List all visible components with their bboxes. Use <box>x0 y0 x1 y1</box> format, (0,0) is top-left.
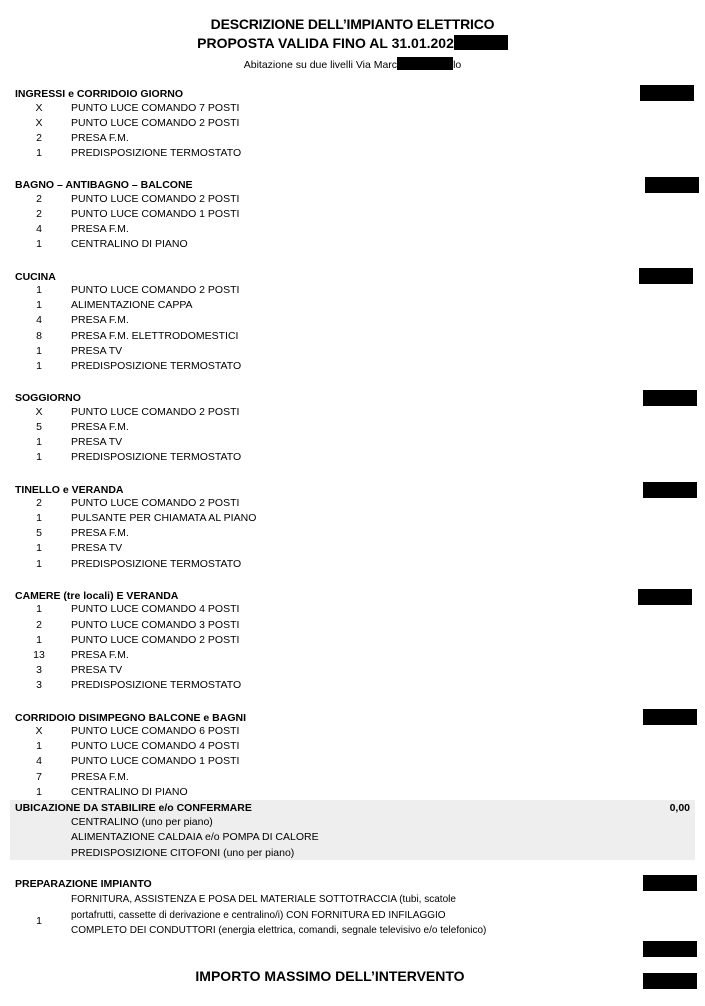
item-qty: 1 <box>36 147 42 159</box>
item-qty: 3 <box>36 679 42 691</box>
item-qty: 1 <box>36 634 42 646</box>
item-desc: PRESA TV <box>71 542 123 554</box>
redaction-bar <box>454 35 508 50</box>
item-desc: PRESA F.M. <box>71 132 129 144</box>
address-prefix: Abitazione su due livelli Via Marc <box>243 59 398 71</box>
item-desc: ALIMENTAZIONE CALDAIA e/o POMPA DI CALORE <box>71 831 319 843</box>
item-qty: 1 <box>36 512 42 524</box>
item-qty: X <box>35 102 43 114</box>
document-title: DESCRIZIONE DELL’IMPIANTO ELETTRICO <box>210 16 495 32</box>
item-desc: PREDISPOSIZIONE TERMOSTATO <box>71 360 242 372</box>
section-title: TINELLO e VERANDA <box>15 484 124 496</box>
item-desc: PRESA F.M. ELETTRODOMESTICI <box>71 330 239 342</box>
item-qty: 2 <box>36 193 42 205</box>
item-desc: PUNTO LUCE COMANDO 2 POSTI <box>71 117 240 129</box>
item-qty: 1 <box>36 360 42 372</box>
item-desc: PREDISPOSIZIONE CITOFONI (uno per piano) <box>71 847 295 859</box>
section-title: INGRESSI e CORRIDOIO GIORNO <box>15 88 184 100</box>
section-title: CORRIDOIO DISIMPEGNO BALCONE e BAGNI <box>15 712 247 724</box>
item-qty: 5 <box>36 527 42 539</box>
item-qty: 5 <box>36 421 42 433</box>
item-qty: 7 <box>36 771 42 783</box>
item-desc: PUNTO LUCE COMANDO 7 POSTI <box>71 102 240 114</box>
address-line <box>0 57 705 71</box>
item-desc: PRESA F.M. <box>71 223 129 235</box>
item-desc: PREDISPOSIZIONE TERMOSTATO <box>71 147 242 159</box>
redaction-bar <box>397 57 453 70</box>
item-qty: 1 <box>36 542 42 554</box>
item-desc: PUNTO LUCE COMANDO 1 POSTI <box>71 208 240 220</box>
item-qty: 1 <box>36 603 42 615</box>
validity-text: PROPOSTA VALIDA FINO AL 31.01.202 <box>197 35 454 51</box>
item-desc: PRESA F.M. <box>71 421 129 433</box>
item-qty: 1 <box>36 299 42 311</box>
address-suffix: lo <box>453 59 462 71</box>
item-desc: CENTRALINO DI PIANO <box>71 238 188 250</box>
item-desc: PUNTO LUCE COMANDO 2 POSTI <box>71 284 240 296</box>
redacted-price <box>643 390 697 406</box>
item-desc: PUNTO LUCE COMANDO 1 POSTI <box>71 755 240 767</box>
item-qty: 8 <box>36 330 42 342</box>
preparation-title: PREPARAZIONE IMPIANTO <box>15 878 152 890</box>
item-desc: PRESA F.M. <box>71 771 129 783</box>
item-desc: PREDISPOSIZIONE TERMOSTATO <box>71 451 242 463</box>
section-title: SOGGIORNO <box>15 392 81 404</box>
item-qty: 2 <box>36 132 42 144</box>
item-desc: PRESA TV <box>71 436 123 448</box>
redacted-price <box>640 85 694 101</box>
section-title: CUCINA <box>15 271 56 283</box>
item-desc: PUNTO LUCE COMANDO 2 POSTI <box>71 497 240 509</box>
item-qty: 1 <box>36 786 42 798</box>
item-qty: 1 <box>36 436 42 448</box>
location-amount: 0,00 <box>669 802 690 814</box>
item-desc: CENTRALINO DI PIANO <box>71 786 188 798</box>
item-qty: 1 <box>36 284 42 296</box>
item-qty: 13 <box>33 649 45 661</box>
item-qty: 2 <box>36 208 42 220</box>
item-desc: PREDISPOSIZIONE TERMOSTATO <box>71 558 242 570</box>
item-qty: 4 <box>36 755 42 767</box>
item-desc: CENTRALINO (uno per piano) <box>71 816 213 828</box>
item-desc: PRESA TV <box>71 664 123 676</box>
item-desc: PREDISPOSIZIONE TERMOSTATO <box>71 679 242 691</box>
item-qty: X <box>35 725 43 737</box>
redacted-price <box>643 709 697 725</box>
redacted-price <box>643 875 697 891</box>
item-desc: ALIMENTAZIONE CAPPA <box>71 299 193 311</box>
redacted-price <box>639 268 693 284</box>
section-title: BAGNO – ANTIBAGNO – BALCONE <box>15 179 193 191</box>
item-qty: 4 <box>36 223 42 235</box>
preparation-description: FORNITURA, ASSISTENZA E POSA DEL MATERIALE SOTTOTRACCIA (tubi, scatole portafrutti, cassette di derivazione e centralino/i) CON FORNITURA ED INFILAGGIO COMPLETO DEI CONDUTTORI (energia elettrica, comandi, segnale televisivo e/o telefonico) <box>71 894 487 936</box>
item-desc: PRESA TV <box>71 345 123 357</box>
item-desc: PUNTO LUCE COMANDO 2 POSTI <box>71 634 240 646</box>
item-qty: X <box>35 406 43 418</box>
redacted-price <box>645 177 699 193</box>
redacted-price <box>638 589 692 605</box>
section-title: CAMERE (tre locali) E VERANDA <box>15 590 179 602</box>
validity-line <box>0 35 705 51</box>
item-desc: PUNTO LUCE COMANDO 3 POSTI <box>71 619 240 631</box>
item-desc: PUNTO LUCE COMANDO 2 POSTI <box>71 406 240 418</box>
item-desc: PUNTO LUCE COMANDO 2 POSTI <box>71 193 240 205</box>
redacted-price <box>643 482 697 498</box>
item-qty: 4 <box>36 314 42 326</box>
item-qty: 3 <box>36 664 42 676</box>
item-qty: 1 <box>36 915 42 927</box>
item-desc: PRESA F.M. <box>71 649 129 661</box>
item-desc: PULSANTE PER CHIAMATA AL PIANO <box>71 512 257 524</box>
item-qty: 1 <box>36 238 42 250</box>
item-qty: 1 <box>36 451 42 463</box>
item-qty: 1 <box>36 558 42 570</box>
item-qty: 2 <box>36 619 42 631</box>
total-label: IMPORTO MASSIMO DELL’INTERVENTO <box>195 968 465 984</box>
item-desc: PUNTO LUCE COMANDO 4 POSTI <box>71 603 240 615</box>
item-desc: PUNTO LUCE COMANDO 4 POSTI <box>71 740 240 752</box>
item-qty: X <box>35 117 43 129</box>
item-qty: 1 <box>36 740 42 752</box>
item-desc: PRESA F.M. <box>71 314 129 326</box>
item-qty: 1 <box>36 345 42 357</box>
redacted-price <box>643 941 697 957</box>
item-qty: 2 <box>36 497 42 509</box>
item-desc: PUNTO LUCE COMANDO 6 POSTI <box>71 725 240 737</box>
item-desc: PRESA F.M. <box>71 527 129 539</box>
location-title: UBICAZIONE DA STABILIRE e/o CONFERMARE <box>15 802 252 814</box>
